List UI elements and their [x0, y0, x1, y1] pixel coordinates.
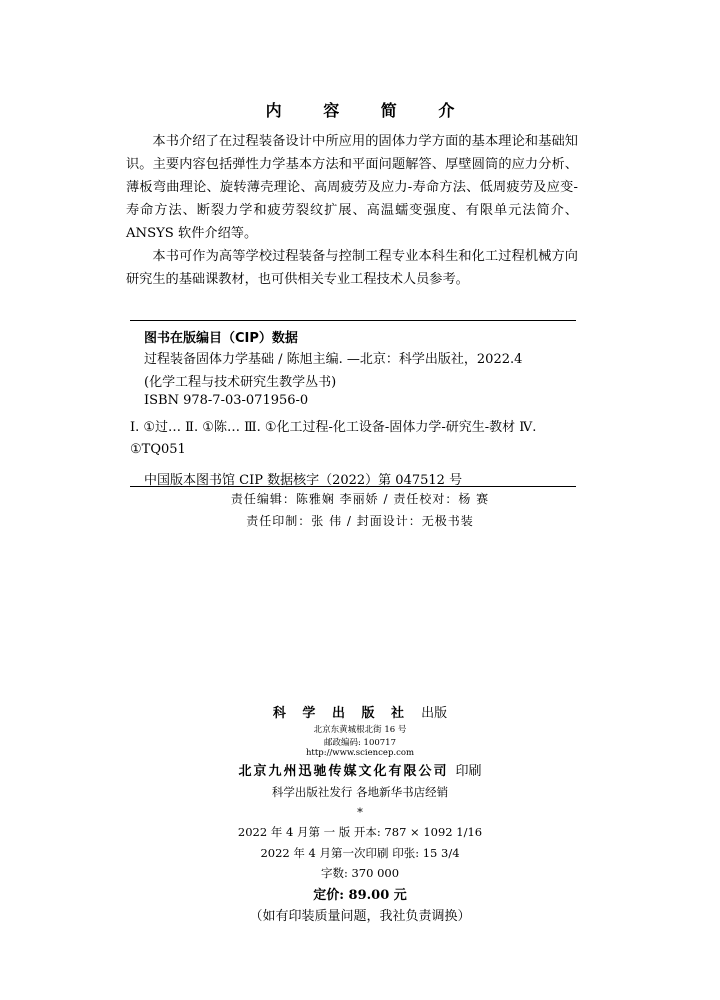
summary-title: 内 容 简 介 — [265, 101, 473, 120]
staff-line-2: 责任印制：张 伟 / 封面设计：无极书装 — [246, 514, 474, 528]
publisher-line — [0, 702, 720, 721]
cip-top-rule — [130, 320, 576, 321]
edition-line: 2022 年 4 月第 一 版 开本: 787 × 1092 1/16 — [237, 825, 483, 839]
cip-bottom-rule — [130, 486, 576, 487]
quality-note: （如有印装质量问题，我社负责调换） — [249, 909, 471, 924]
distribution: 科学出版社发行 各地新华书店经销 — [271, 785, 449, 799]
summary-paragraph-1: 本书介绍了在过程装备设计中所应用的固体力学方面的基本理论和基础知识。主要内容包括弹性力学基本方法和平面问题解答、厚壁圆筒的应力分析、薄板弯曲理论、旋转薄壳理论、高周疲劳及应力-寿命方法、低周疲劳及应变-寿命方法、断裂力学和疲劳裂纹扩展、高温蠕变强度、有限单元法简介、ANSYS 软件介绍等。 — [126, 134, 578, 241]
publisher-name: 科 学 出 版 社 — [272, 706, 410, 721]
cip-heading: 图书在版编目（CIP）数据 — [144, 331, 298, 346]
publisher-address: 北京东黄城根北街 16 号 — [313, 725, 407, 735]
publisher-suffix: 出版 — [421, 706, 448, 721]
print-line: 2022 年 4 月第一次印刷 印张: 15 3/4 — [260, 846, 460, 860]
printer-line — [0, 760, 720, 779]
cip-classification: Ⅰ. ①过… Ⅱ. ①陈… Ⅲ. ①化工过程-化工设备-固体力学-研究生-教材 Ⅳ. ①TQ051 — [130, 420, 537, 457]
summary-body — [126, 130, 578, 291]
cip-title-line: 过程装备固体力学基础 / 陈旭主编. —北京：科学出版社，2022.4 — [144, 352, 523, 367]
publisher-website: http://www.sciencep.com — [305, 748, 415, 758]
summary-paragraph-2: 本书可作为高等学校过程装备与控制工程专业本科生和化工过程机械方向研究生的基础课教材，也可供相关专业工程技术人员参考。 — [126, 249, 578, 287]
cip-series: (化学工程与技术研究生教学丛书) — [144, 375, 337, 390]
cip-isbn: ISBN 978-7-03-071956-0 — [144, 393, 309, 408]
staff-line-1: 责任编辑：陈雅娴 李丽娇 / 责任校对：杨 赛 — [230, 492, 490, 506]
publisher-postcode: 邮政编码: 100717 — [323, 738, 396, 748]
word-count: 字数: 370 000 — [320, 866, 400, 880]
printer-name: 北京九州迅驰传媒文化有限公司 — [238, 764, 449, 779]
printer-suffix: 印刷 — [455, 764, 482, 779]
price: 定价: 89.00 元 — [313, 888, 407, 903]
cip-record: 中国版本图书馆 CIP 数据核字（2022）第 047512 号 — [144, 473, 463, 488]
separator-star: * — [357, 805, 363, 819]
